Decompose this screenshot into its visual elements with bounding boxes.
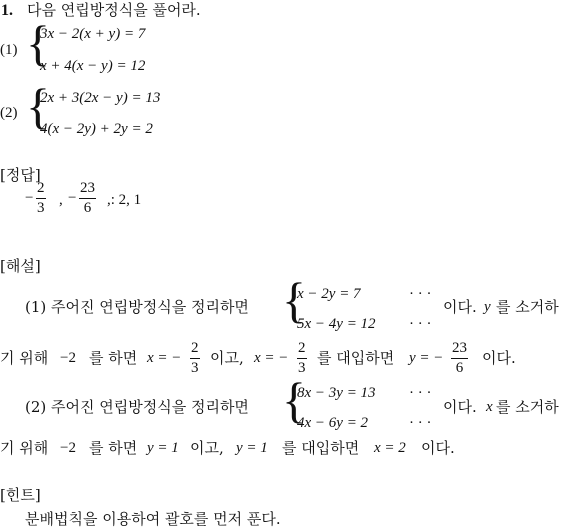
solution-p1-intro: (1) 주어진 연립방정식을 정리하면 <box>25 298 249 316</box>
part2-label: (2) <box>0 105 18 121</box>
answer-minus-1: − <box>25 190 34 206</box>
solution-line2-y: y = − <box>409 350 444 366</box>
answer-heading: [정답] <box>0 166 41 184</box>
part1-eq2: x + 4(x − y) = 12 <box>40 58 146 74</box>
solution-p2-after-a: 이다. <box>443 398 477 416</box>
solution-p1-eq2: 5x − 4y = 12 <box>297 316 376 332</box>
solution-p2-intro: (2) 주어진 연립방정식을 정리하면 <box>25 398 249 416</box>
solution-line4-y2: y = 1 <box>236 440 268 456</box>
solution-line2-a: 기 위해 <box>0 349 49 367</box>
part2-eq2: 4(x − 2y) + 2y = 2 <box>40 121 153 137</box>
solution-line2-fraction-1: 2 3 <box>191 340 199 376</box>
solution-line2-minus2: −2 <box>60 350 76 366</box>
answer-minus-2: − <box>68 190 77 206</box>
answer-tail: ,: 2, 1 <box>107 192 142 208</box>
solution-p1-dots-2: · · · <box>409 316 432 332</box>
part1-brace: { <box>26 15 50 71</box>
problem-number: 1. <box>1 2 13 19</box>
solution-p2-eq1: 8x − 3y = 13 <box>297 385 376 401</box>
solution-heading: [해설] <box>0 257 41 275</box>
solution-line4-c: 이고, <box>190 439 224 457</box>
solution-line4-minus2: −2 <box>60 440 76 456</box>
hint-heading: [힌트] <box>0 486 41 504</box>
solution-p2-dots-2: · · · <box>409 415 432 431</box>
solution-line2-x2: x = − <box>254 350 289 366</box>
problem-prompt: 다음 연립방정식을 풀어라. <box>27 1 201 19</box>
solution-line2-b: 를 하면 <box>89 349 138 367</box>
solution-p2-after-b: 를 소거하 <box>496 398 559 416</box>
answer-fraction-1: 2 3 <box>37 180 45 216</box>
solution-p1-eq1: x − 2y = 7 <box>297 286 361 302</box>
solution-line4-x: x = 2 <box>374 440 406 456</box>
solution-p2-var: x <box>486 399 493 415</box>
part1-label: (1) <box>0 42 18 58</box>
part2-brace: { <box>26 78 50 134</box>
hint-text: 분배법칙을 이용하여 괄호를 먼저 푼다. <box>25 510 281 528</box>
solution-line2-c: 이고, <box>210 349 244 367</box>
solution-p1-after-b: 를 소거하 <box>496 298 559 316</box>
solution-p2-eq2: 4x − 6y = 2 <box>297 415 369 431</box>
solution-line4-d: 를 대입하면 <box>282 439 360 457</box>
solution-line4-e: 이다. <box>421 439 455 457</box>
answer-separator: , <box>59 192 63 208</box>
answer-fraction-2: 23 6 <box>80 180 95 216</box>
part2-eq1: 2x + 3(2x − y) = 13 <box>40 90 161 106</box>
solution-line2-fraction-3: 23 6 <box>452 340 467 376</box>
solution-p1-after-a: 이다. <box>443 298 477 316</box>
part1-eq1: 3x − 2(x + y) = 7 <box>40 26 146 42</box>
solution-p2-dots-1: · · · <box>409 385 432 401</box>
solution-p1-dots-1: · · · <box>409 286 432 302</box>
solution-line2-d: 를 대입하면 <box>317 349 395 367</box>
solution-p2-brace: { <box>282 372 306 428</box>
solution-line2-e: 이다. <box>482 349 516 367</box>
solution-line2-fraction-2: 2 3 <box>298 340 306 376</box>
solution-line4-a: 기 위해 <box>0 439 49 457</box>
solution-p1-var: y <box>484 299 491 315</box>
solution-line2-x: x = − <box>147 350 182 366</box>
solution-line4-y: y = 1 <box>147 440 179 456</box>
solution-line4-b: 를 하면 <box>89 439 138 457</box>
solution-p1-brace: { <box>282 272 306 328</box>
